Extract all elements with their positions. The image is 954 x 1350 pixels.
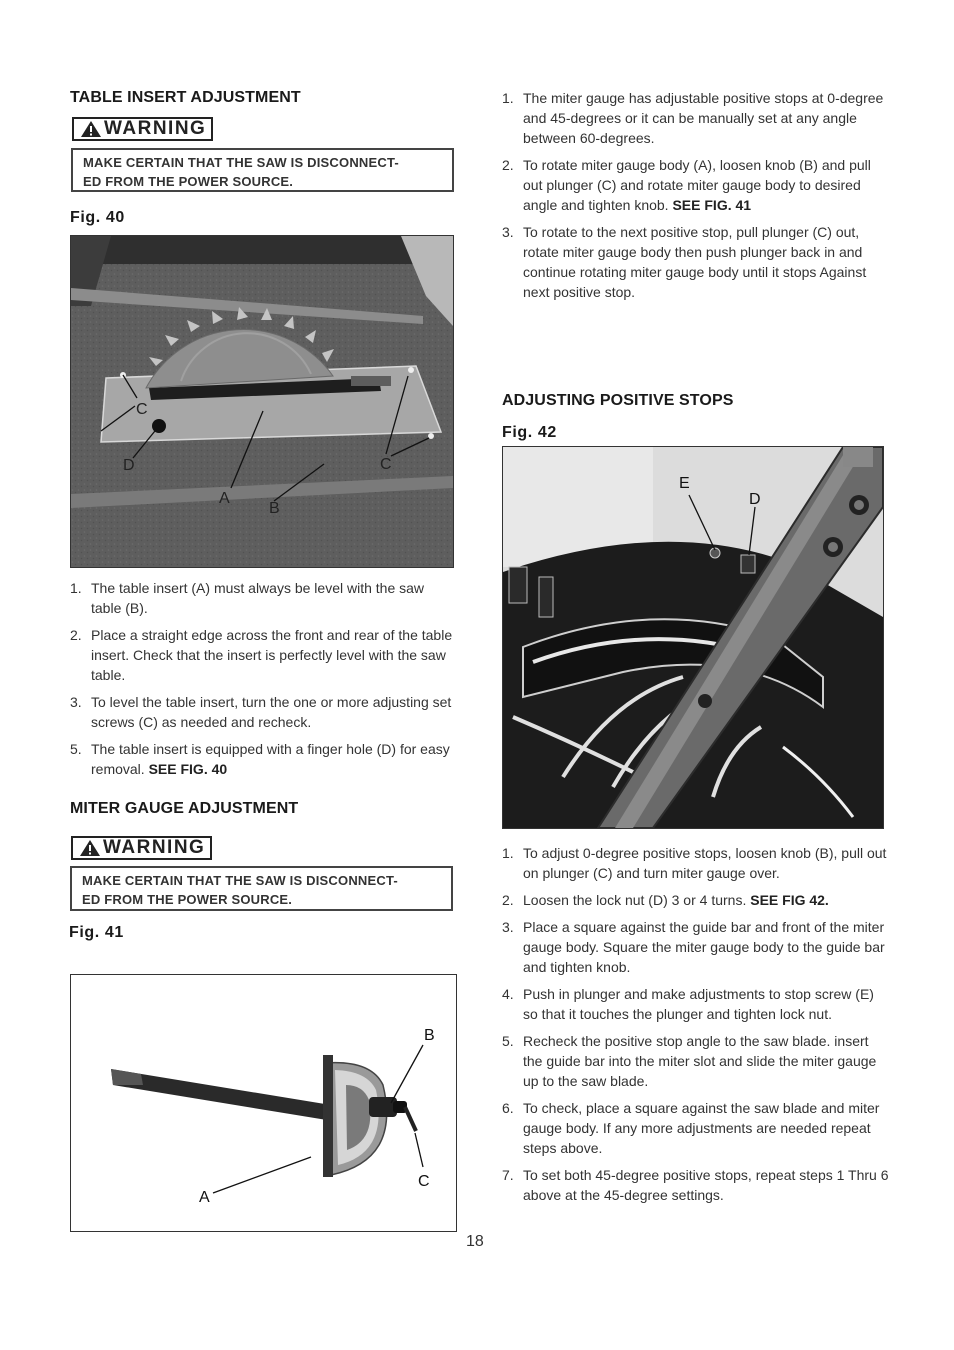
fig-41-label: Fig. 41 (69, 924, 124, 941)
fig-41-callout-a: A (199, 1189, 210, 1206)
fig-40-callout-c2: C (380, 456, 392, 473)
warning-message-2 (70, 866, 453, 911)
fig-42-photo (502, 446, 884, 829)
warning-label: WARNING (104, 118, 207, 139)
fig-40-photo (70, 235, 454, 568)
fig-40-label: Fig. 40 (70, 209, 125, 226)
list-item: 1. The miter gauge has adjustable positive stops at 0-degree and 45-degrees or it can be manually set at any angle between 60-degrees. (502, 90, 884, 146)
fig-42-label: Fig. 42 (502, 424, 557, 441)
warning-line-1: MAKE CERTAIN THAT THE SAW IS DISCONNECT- (82, 873, 398, 888)
list-item: 5. The table insert is equipped with a finger hole (D) for easy removal. SEE FIG. 40 (70, 741, 450, 777)
list-item: 4. Push in plunger and make adjustments to stop screw (E) so that it touches the plunger and tighten lock nut. (502, 986, 874, 1022)
miter-gauge-heading: MITER GAUGE ADJUSTMENT (70, 800, 299, 817)
list-item: 2. Loosen the lock nut (D) 3 or 4 turns. SEE FIG 42. (502, 892, 829, 908)
warning-line-2: ED FROM THE POWER SOURCE. (82, 892, 293, 907)
list-item: 2. Place a straight edge across the front and rear of the table insert. Check that the insert is perfectly level with the saw table. (70, 627, 453, 683)
warning-badge-2 (71, 836, 212, 860)
fig-40-callout-a: A (219, 490, 230, 507)
list-item: 5. Recheck the positive stop angle to the saw blade. insert the guide bar into the miter slot and slide the miter gauge up to the saw blade. (502, 1033, 877, 1089)
fig-40-callout-b: B (269, 500, 280, 517)
miter-gauge-steps (502, 88, 888, 309)
warning-message (71, 148, 454, 192)
warning-label: WARNING (103, 837, 206, 858)
list-item: 7. To set both 45-degree positive stops, repeat steps 1 Thru 6 above at the 45-degree settings. (502, 1167, 889, 1203)
warning-line-1: MAKE CERTAIN THAT THE SAW IS DISCONNECT- (83, 155, 399, 170)
fig-40-callout-d: D (123, 457, 135, 474)
warning-badge (72, 117, 213, 141)
fig-42-callout-e: E (679, 475, 690, 492)
positive-stops-illustration (503, 447, 883, 828)
positive-stops-steps (502, 843, 890, 1212)
fig-42-callout-d: D (749, 491, 761, 508)
fig-41-callout-b: B (424, 1027, 435, 1044)
miter-gauge-illustration (71, 975, 456, 1231)
list-item: 2. To rotate miter gauge body (A), loosen knob (B) and pull out plunger (C) and rotate miter gauge body to desired angle and tighten knob. SEE FIG. 41 (502, 157, 871, 213)
table-insert-steps (70, 578, 455, 786)
positive-stops-heading: ADJUSTING POSITIVE STOPS (502, 392, 734, 409)
page-number: 18 (466, 1233, 484, 1250)
list-item: 1. The table insert (A) must always be level with the saw table (B). (70, 580, 425, 616)
table-insert-illustration (71, 236, 453, 567)
warning-triangle-icon (80, 120, 102, 138)
warning-triangle-icon (79, 839, 101, 857)
list-item: 3. Place a square against the guide bar and front of the miter gauge body. Square the miter gauge body to the guide bar and tighten knob. (502, 919, 885, 975)
list-item: 6. To check, place a square against the saw blade and miter gauge body. If any more adjustments are needed repeat steps above. (502, 1100, 880, 1156)
list-item: 3. To rotate to the next positive stop, pull plunger (C) out, rotate miter gauge body then push plunger back in and continue rotating miter gauge body until it stops Against next positive stop. (502, 224, 867, 300)
fig-41-photo (70, 974, 457, 1232)
table-insert-heading: TABLE INSERT ADJUSTMENT (70, 89, 301, 106)
list-item: 1. To adjust 0-degree positive stops, loosen knob (B), pull out on plunger (C) and turn miter gauge over. (502, 845, 887, 881)
fig-41-callout-c: C (418, 1173, 430, 1190)
warning-line-2: ED FROM THE POWER SOURCE. (83, 174, 294, 189)
fig-40-callout-c: C (136, 401, 148, 418)
list-item: 3. To level the table insert, turn the one or more adjusting set screws (C) as needed and recheck. (70, 694, 452, 730)
